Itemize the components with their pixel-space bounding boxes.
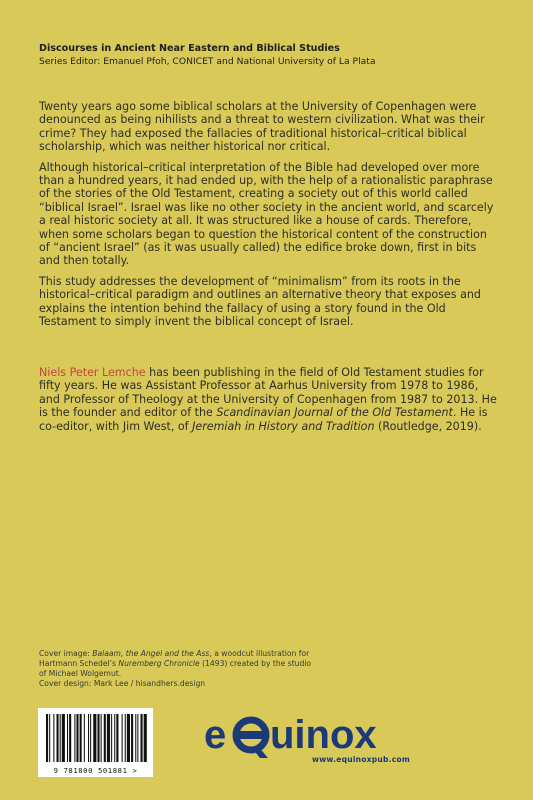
barcode-bar: [67, 714, 68, 762]
barcode-bar: [125, 714, 126, 762]
barcode-bar: [53, 714, 54, 762]
book-blurb: [39, 100, 497, 336]
credit-mid: , a woodcut illustration for Hartmann Schedel’s: [39, 649, 310, 668]
author-bio-text-3: (Routledge, 2019).: [374, 419, 482, 433]
barcode-bar: [107, 714, 110, 762]
barcode-bar: [49, 714, 50, 762]
barcode-bar: [69, 714, 71, 762]
barcode-bar: [122, 714, 123, 762]
blurb-paragraph-3: This study addresses the development of “minimalism” from its roots in the historical–critical paradigm and outlines an alternative theory that exposes and explains the intention behind the fallacy of using a story found in the Old Testament to simply invent the biblical concept of Israel.: [39, 274, 481, 329]
book-title: Jeremiah in History and Tradition: [192, 419, 375, 433]
barcode-bar: [93, 714, 96, 762]
credit-image-title: Balaam, the Angel and the Ass: [92, 649, 210, 658]
barcode-digits: 9 781800 501881 >: [53, 766, 138, 775]
barcode-bar: [74, 714, 75, 762]
logo-q-mark: [234, 720, 268, 758]
cover-image-credit: [39, 649, 319, 679]
barcode-bar: [62, 714, 65, 762]
barcode-bar: [137, 714, 138, 762]
barcode-bars: [38, 708, 153, 766]
author-bio-text-1: has been publishing in the field of Old Testament studies for fifty years. He was Assistant Professor at Aarhus University from 1978 to 1986, and Professor of Theology at the University of Copenhagen from 1987 to 2013. He is the founder and editor of the: [39, 366, 497, 420]
blurb-paragraph-2: Although historical–critical interpretation of the Bible had developed over more than a hundred years, it had ended up, with the help of a rationalistic paraphrase of the stories of the Old Testament, creating a society out of this world called “biblical Israel”. Israel was like no other society in the ancient world, and scarcely a real historic society at all. It was structured like a house of cards. Therefore, when some scholars began to question the historical content of the construction of “ancient Israel” (as it was usually called) the edifice broke down, first in bits and then totally.: [39, 160, 494, 268]
barcode-bar: [141, 714, 143, 762]
credit-chronicle-title: Nuremberg Chronicle: [118, 659, 200, 668]
barcode-bar: [76, 714, 78, 762]
author-name: Niels Peter Lemche: [39, 366, 146, 379]
barcode-bar: [60, 714, 61, 762]
series-info: [39, 42, 499, 68]
barcode-bar: [84, 714, 85, 762]
barcode-bar: [57, 714, 59, 762]
logo-text-pre: e: [204, 713, 227, 757]
journal-title: Scandinavian Journal of the Old Testament: [216, 406, 453, 420]
barcode-bar: [88, 714, 89, 762]
barcode-bar: [101, 714, 102, 762]
isbn-barcode: [38, 708, 153, 777]
barcode-bar: [90, 714, 91, 762]
barcode-bar: [97, 714, 99, 762]
publisher-url: www.equinoxpub.com: [312, 755, 410, 764]
barcode-bar: [131, 714, 133, 762]
cover-design-credit: Cover design: Mark Lee / hisandhers.design: [39, 679, 206, 688]
credit-prefix: Cover image:: [39, 649, 93, 658]
barcode-bar: [135, 714, 136, 762]
blurb-paragraph-1: Twenty years ago some biblical scholars at the University of Copenhagen were denounced as being nihilists and a threat to western civilization. What was their crime? They had exposed the fallacies of traditional historical–critical biblical scholarship, which was neither historical nor critical.: [39, 100, 485, 154]
barcode-bar: [46, 714, 48, 762]
series-title: Discourses in Ancient Near Eastern and Biblical Studies: [39, 43, 340, 54]
barcode-bar: [144, 714, 147, 762]
barcode-bar: [127, 714, 130, 762]
credit-suffix: (1493) created by the studio of Michael Wolgemut.: [39, 659, 312, 678]
barcode-bar: [111, 714, 112, 762]
author-bio: [39, 366, 497, 433]
barcode-bar: [116, 714, 118, 762]
barcode-bar: [104, 714, 106, 762]
author-bio-text-2: . He is co-editor, with Jim West, of: [39, 406, 488, 433]
series-editor: Series Editor: Emanuel Pfoh, CONICET and National University of La Plata: [39, 56, 376, 67]
barcode-bar: [114, 714, 115, 762]
logo-text-post: uinox: [270, 713, 377, 757]
barcode-bar: [80, 714, 82, 762]
cover-credits: [39, 649, 319, 689]
